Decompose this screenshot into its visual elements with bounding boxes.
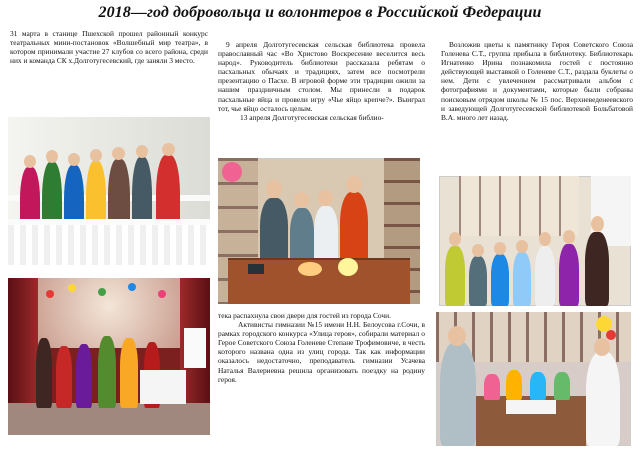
hero-exhibition-paragraph: Возложив цветы к памятнику Героя Советского Союза Голенева С.Т., группа прибыла в библиотеку. Библиотекарь Игнатенко Ирина познакомила гостей с постоянно действующей выставкой о Голеневе С.Т., раздала буклеты о нем. Дети с увлечением рассматривали альбом с фотографиями и документами, которые были собраны поисковым отрядом школы № 15 пос. Верхневеденеевского и заведующей Долготугесевской библиотекой Больбатовой В.А. много лет назад. (441, 40, 633, 122)
photo-exhibition-album (436, 312, 631, 446)
theater-contest-paragraph: 31 марта в станице Пшехской прошел районный конкурс театральных мини-постановок «Волшебный мир театра», в котором принимали участие 27 клубов со всего района, среди них и команда СК х.Долготугесевский, где заняли 3 место. (10, 29, 208, 66)
sochi-guests-continuation: тека распахнула свои двери для гостей из города Сочи. (218, 311, 391, 320)
photo-library-guests (439, 176, 631, 306)
gymnasium-activists-paragraph: Активисты гимназии №15 имени Н.Н. Белоусова г.Сочи, в рамках городского конкурса «Улица героя», собирали материал о Герое Советского Союза Голеневе Степане Трофимовиче, в честь которого названа одна из улиц города. Так как информации оказалось недостаточно, преподаватель гимназии Усачева Наталья Валериевна решила организовать поездку на родину героя. (218, 320, 425, 384)
article-sochi-guests (218, 311, 425, 384)
sochi-guests-intro: 13 апреля Долготугесевская сельская библио- (240, 112, 384, 122)
page-title: 2018—год добровольца и волонтеров в Российской Федерации (98, 4, 542, 21)
photo-theater-team (8, 117, 210, 265)
article-hero-exhibition (441, 40, 633, 122)
photo-library-children (218, 158, 420, 304)
article-theater-contest (10, 29, 208, 65)
article-easter-hour (218, 40, 425, 122)
easter-hour-paragraph: 9 апреля Долготугесевская сельская библиотека провела православный час «Во Христово Воскресение веселится весь народ». Руководитель библиотеки рассказала ребятам о пасхальных обычаях и традициях, затем все посмотрели презентацию о Пасхе. В игровой форме эти традиции ожили за нашим праздничным столом. Мы принесли в подарок пасхальные яйца и провели игру «Чье яйцо крепче?». Выиграл тот, чье яйцо осталось целым. (218, 40, 425, 113)
photo-stage-performance (8, 278, 210, 435)
